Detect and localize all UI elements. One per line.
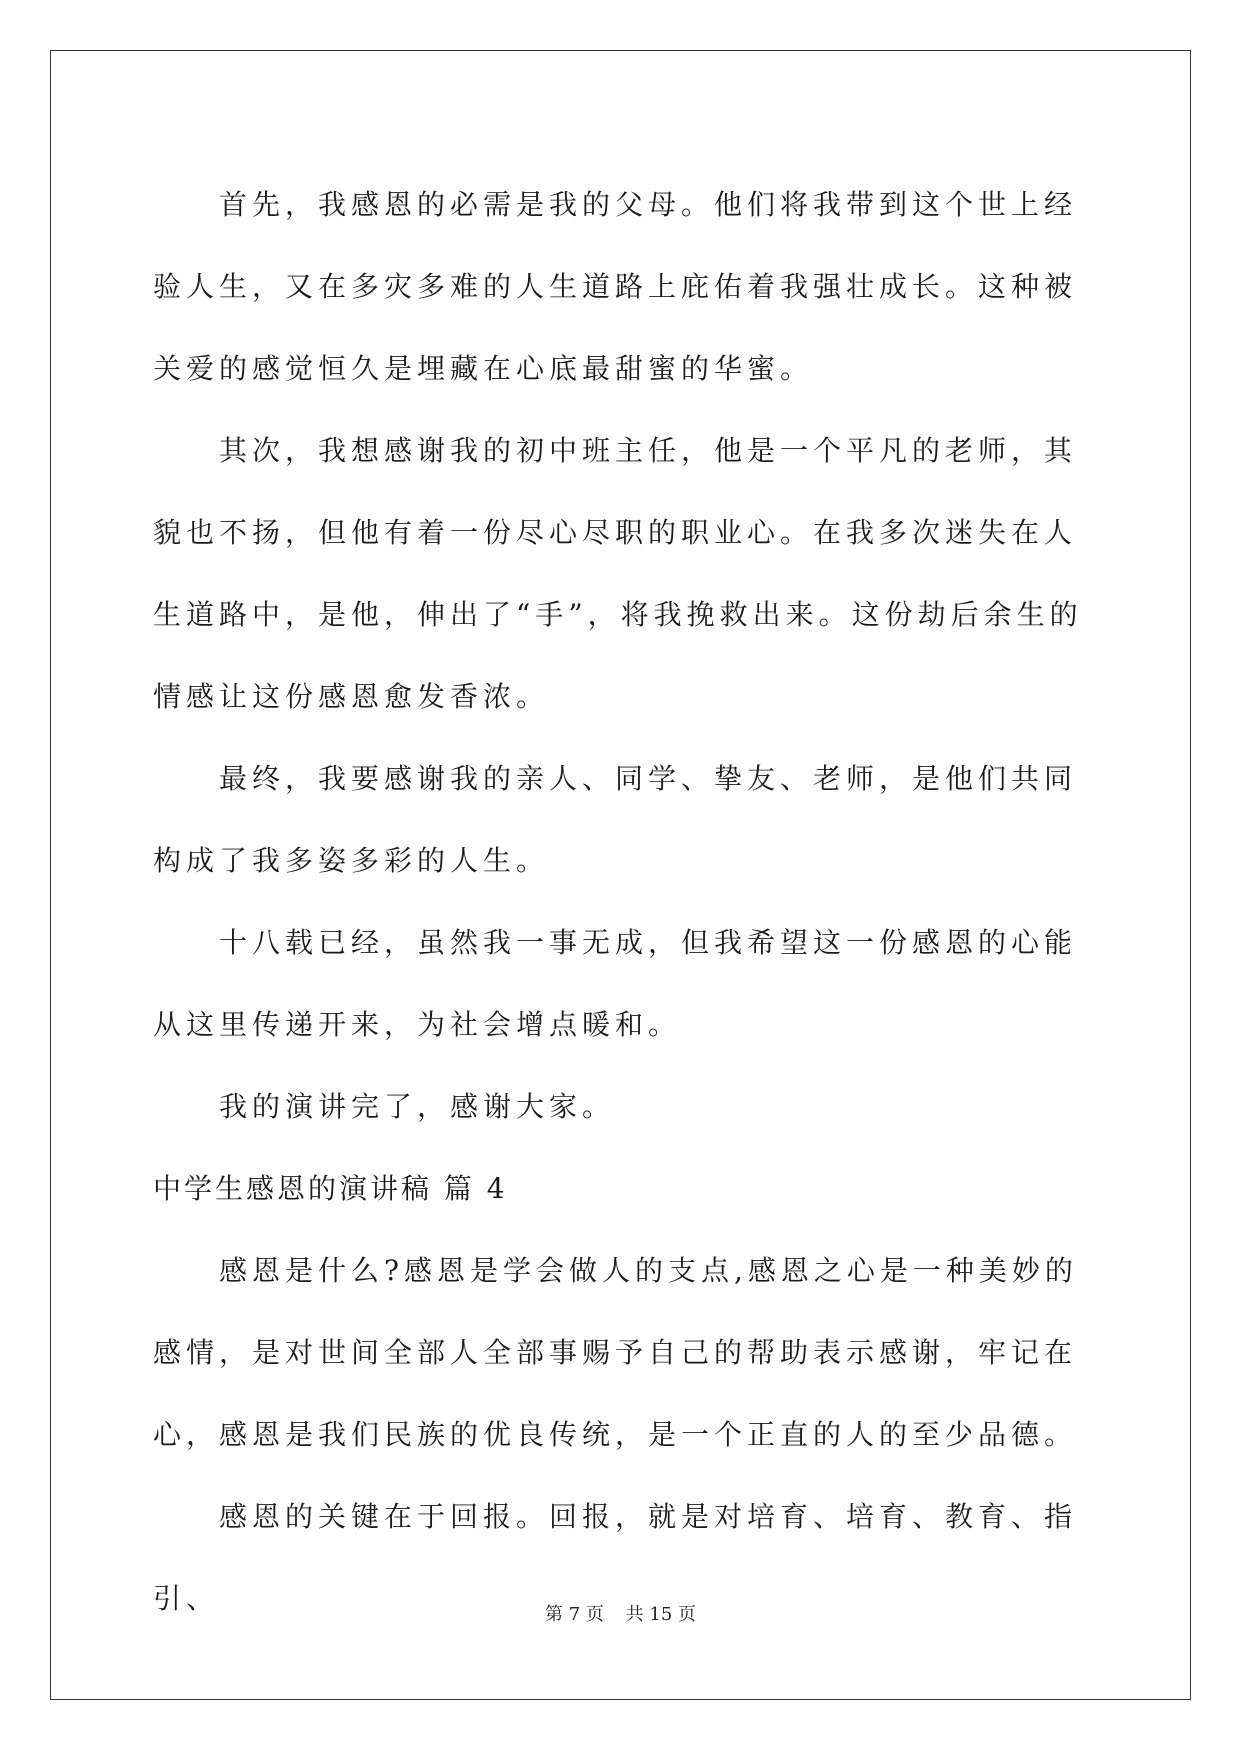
page-footer — [0, 1600, 1241, 1626]
paragraph-family: 最终，我要感谢我的亲人、同学、挚友、老师，是他们共同构成了我多姿多彩的人生。 — [153, 762, 1078, 877]
paragraph-teacher: 其次，我想感谢我的初中班主任，他是一个平凡的老师，其貌也不扬，但他有着一份尽心尽职的职业心。在我多次迷失在人生道路中，是他，伸出了“手”，将我挽救出来。这份劫后余生的情感让这份感恩愈发香浓。 — [153, 434, 1083, 713]
paragraph-what-is-gratitude: 感恩是什么?感恩是学会做人的支点,感恩之心是一种美妙的感情，是对世间全部人全部事赐予自己的帮助表示感谢，牢记在心，感恩是我们民族的优良传统，是一个正直的人的至少品德。 — [153, 1254, 1078, 1451]
paragraph-parents: 首先，我感恩的必需是我的父母。他们将我带到这个世上经验人生，又在多灾多难的人生道路上庇佑着我强壮成长。这种被关爱的感觉恒久是埋藏在心底最甜蜜的华蜜。 — [153, 188, 1078, 385]
paragraph-repayment: 感恩的关键在于回报。回报，就是对培育、培育、教育、指引、 — [153, 1500, 1078, 1615]
paragraph-closing: 我的演讲完了，感谢大家。 — [219, 1090, 616, 1123]
document-body — [153, 164, 1088, 1640]
section-heading: 中学生感恩的演讲稿 篇 4 — [153, 1172, 508, 1205]
page-number: 第 7 页 — [545, 1604, 604, 1625]
paragraph-eighteen-years: 十八载已经，虽然我一事无成，但我希望这一份感恩的心能从这里传递开来，为社会增点暖和。 — [153, 926, 1078, 1041]
page-total: 共 15 页 — [625, 1604, 696, 1625]
